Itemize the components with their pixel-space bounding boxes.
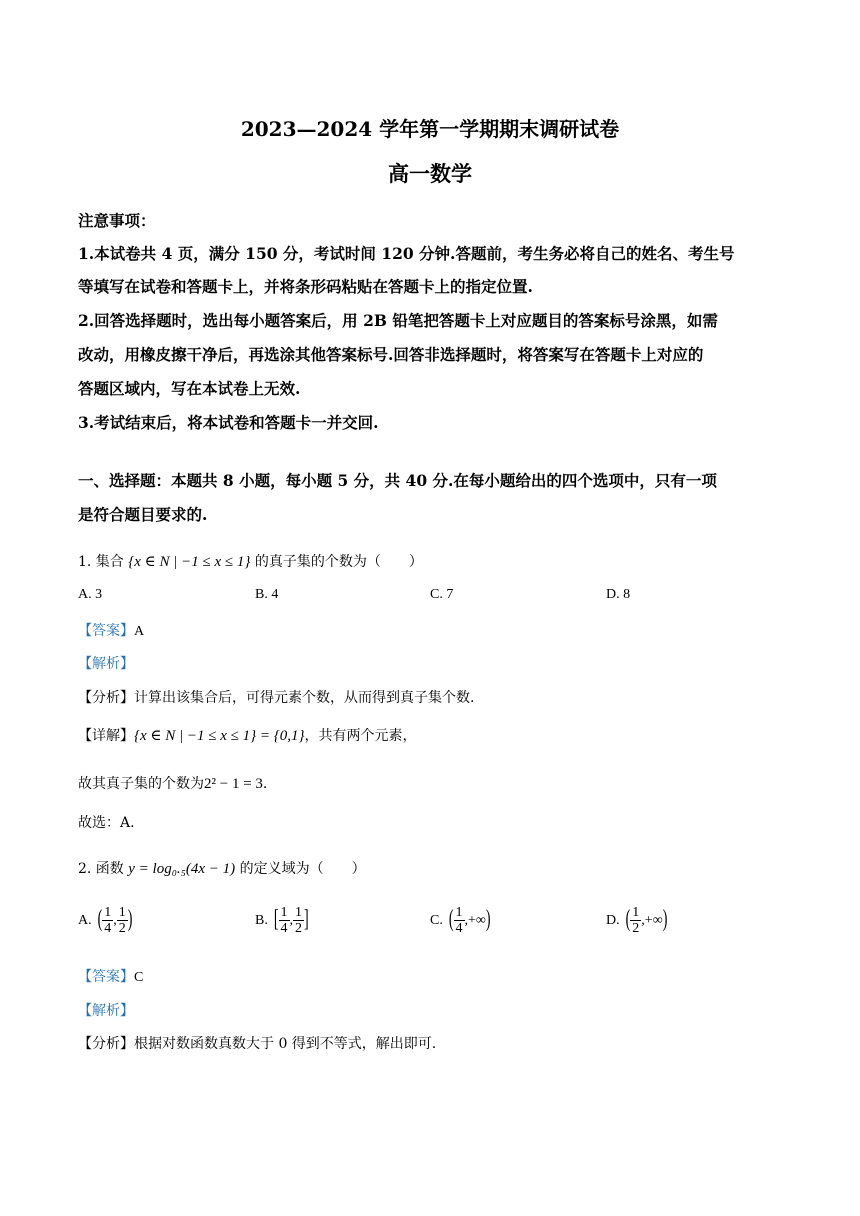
notice-line-4: 改动，用橡皮擦干净后，再选涂其他答案标号.回答非选择题时，将答案写在答题卡上对应的 xyxy=(78,345,704,364)
option-label: B. xyxy=(255,912,268,928)
denominator: 2 xyxy=(295,921,303,936)
notice-line-2: 等填写在试卷和答题卡上，并将条形码粘贴在答题卡上的指定位置. xyxy=(78,277,533,296)
q1-option-b: B. 4 xyxy=(255,587,279,602)
fraction xyxy=(117,905,128,936)
option-label: C. xyxy=(430,912,443,928)
right-bracket: ] xyxy=(304,906,309,933)
infinity: +∞ xyxy=(468,912,486,928)
q2-answer xyxy=(78,966,793,989)
q1-option-d: D. 8 xyxy=(606,587,631,602)
right-bracket: ) xyxy=(662,906,668,933)
q1-analysis-tag: 【解析】 xyxy=(78,656,134,672)
denominator: 4 xyxy=(280,921,288,936)
question-1-suffix: 的真子集的个数为（ ） xyxy=(254,554,423,570)
comma: , xyxy=(464,912,469,928)
notice-line-6: 3.考试结束后，将本试卷和答题卡一并交回. xyxy=(78,413,379,432)
q1-detail xyxy=(78,725,793,747)
fraction xyxy=(279,905,290,936)
q2-option-c xyxy=(430,905,491,936)
q2-fenxi xyxy=(78,1033,793,1055)
fenxi-tag: 【分析】 xyxy=(78,1036,134,1052)
answer-value: C xyxy=(134,970,144,985)
detail-suffix: ，共有两个元素， xyxy=(304,728,417,744)
answer-tag: 【答案】 xyxy=(78,623,134,639)
option-label: D. xyxy=(606,912,620,928)
section-1-heading-cont: 是符合题目要求的. xyxy=(78,505,208,524)
count-suffix: . xyxy=(262,776,268,792)
detail-tag: 【详解】 xyxy=(78,728,134,744)
exam-title: 2023—2024 学年第一学期期末调研试卷 xyxy=(240,117,620,141)
numerator: 1 xyxy=(280,905,288,920)
fraction xyxy=(102,905,113,936)
numerator: 1 xyxy=(455,905,463,920)
q1-count xyxy=(78,773,793,795)
option-label: A. xyxy=(78,912,92,928)
left-bracket: [ xyxy=(273,906,279,933)
q1-option-a: A. 3 xyxy=(78,587,103,602)
right-bracket: ) xyxy=(485,906,491,933)
question-1-prefix: 1. 集合 xyxy=(78,554,124,570)
comma: , xyxy=(113,912,117,928)
fraction xyxy=(630,905,641,936)
notice-line-5: 答题区域内，写在本试卷上无效. xyxy=(78,379,301,398)
left-bracket: ( xyxy=(448,906,454,933)
question-1 xyxy=(78,551,793,573)
infinity: +∞ xyxy=(644,912,663,928)
question-2 xyxy=(78,858,793,880)
denominator: 4 xyxy=(455,921,463,936)
denominator: 2 xyxy=(632,921,640,936)
q1-choose: 故选：A. xyxy=(78,815,135,831)
left-bracket: ( xyxy=(97,906,103,933)
count-expr: 2² − 1 = 3 xyxy=(204,776,263,792)
question-1-set: {x ∈ N | −1 ≤ x ≤ 1} xyxy=(128,554,251,570)
q2-option-d xyxy=(606,905,667,936)
fraction xyxy=(454,905,465,936)
numerator: 1 xyxy=(104,905,112,920)
section-1-heading: 一、选择题：本题共 8 小题，每小题 5 分，共 40 分.在每小题给出的四个选项中，只有一项 xyxy=(78,471,717,490)
notice-heading: 注意事项： xyxy=(78,211,156,230)
fraction xyxy=(293,905,304,936)
answer-tag: 【答案】 xyxy=(78,969,134,985)
answer-value: A xyxy=(134,624,145,639)
q2-option-a xyxy=(78,905,132,936)
fenxi-text: 根据对数函数真数大于 0 得到不等式，解出即可. xyxy=(134,1036,437,1052)
q2-option-b xyxy=(255,905,309,936)
notice-line-1: 1.本试卷共 4 页，满分 150 分，考试时间 120 分钟.答题前，考生务必将自己的姓名、考生号 xyxy=(78,244,735,263)
detail-set: {x ∈ N | −1 ≤ x ≤ 1} = {0,1} xyxy=(134,728,305,744)
q1-answer xyxy=(78,620,793,643)
denominator: 4 xyxy=(104,921,112,936)
numerator: 1 xyxy=(118,905,126,920)
comma: , xyxy=(641,912,645,928)
left-bracket: ( xyxy=(625,906,631,933)
right-bracket: ) xyxy=(127,906,133,933)
fenxi-tag: 【分析】 xyxy=(78,690,134,706)
numerator: 1 xyxy=(295,905,303,920)
numerator: 1 xyxy=(632,905,640,920)
comma: , xyxy=(289,912,294,928)
question-2-prefix: 2. 函数 xyxy=(78,861,124,877)
q1-option-c: C. 7 xyxy=(430,587,454,602)
question-2-suffix: 的定义域为（ ） xyxy=(239,861,366,877)
fenxi-text: 计算出该集合后，可得元素个数，从而得到真子集个数. xyxy=(134,690,475,706)
q2-analysis-tag: 【解析】 xyxy=(78,1003,134,1019)
question-2-function: y = log₀.₅(4x − 1) xyxy=(128,861,236,877)
count-prefix: 故其真子集的个数为 xyxy=(78,776,204,792)
notice-line-3: 2.回答选择题时，选出每小题答案后，用 2B 铅笔把答题卡上对应题目的答案标号涂黑，如需 xyxy=(78,311,718,330)
q1-fenxi xyxy=(78,687,793,709)
denominator: 2 xyxy=(118,921,126,936)
exam-subject: 高一数学 xyxy=(388,161,472,186)
